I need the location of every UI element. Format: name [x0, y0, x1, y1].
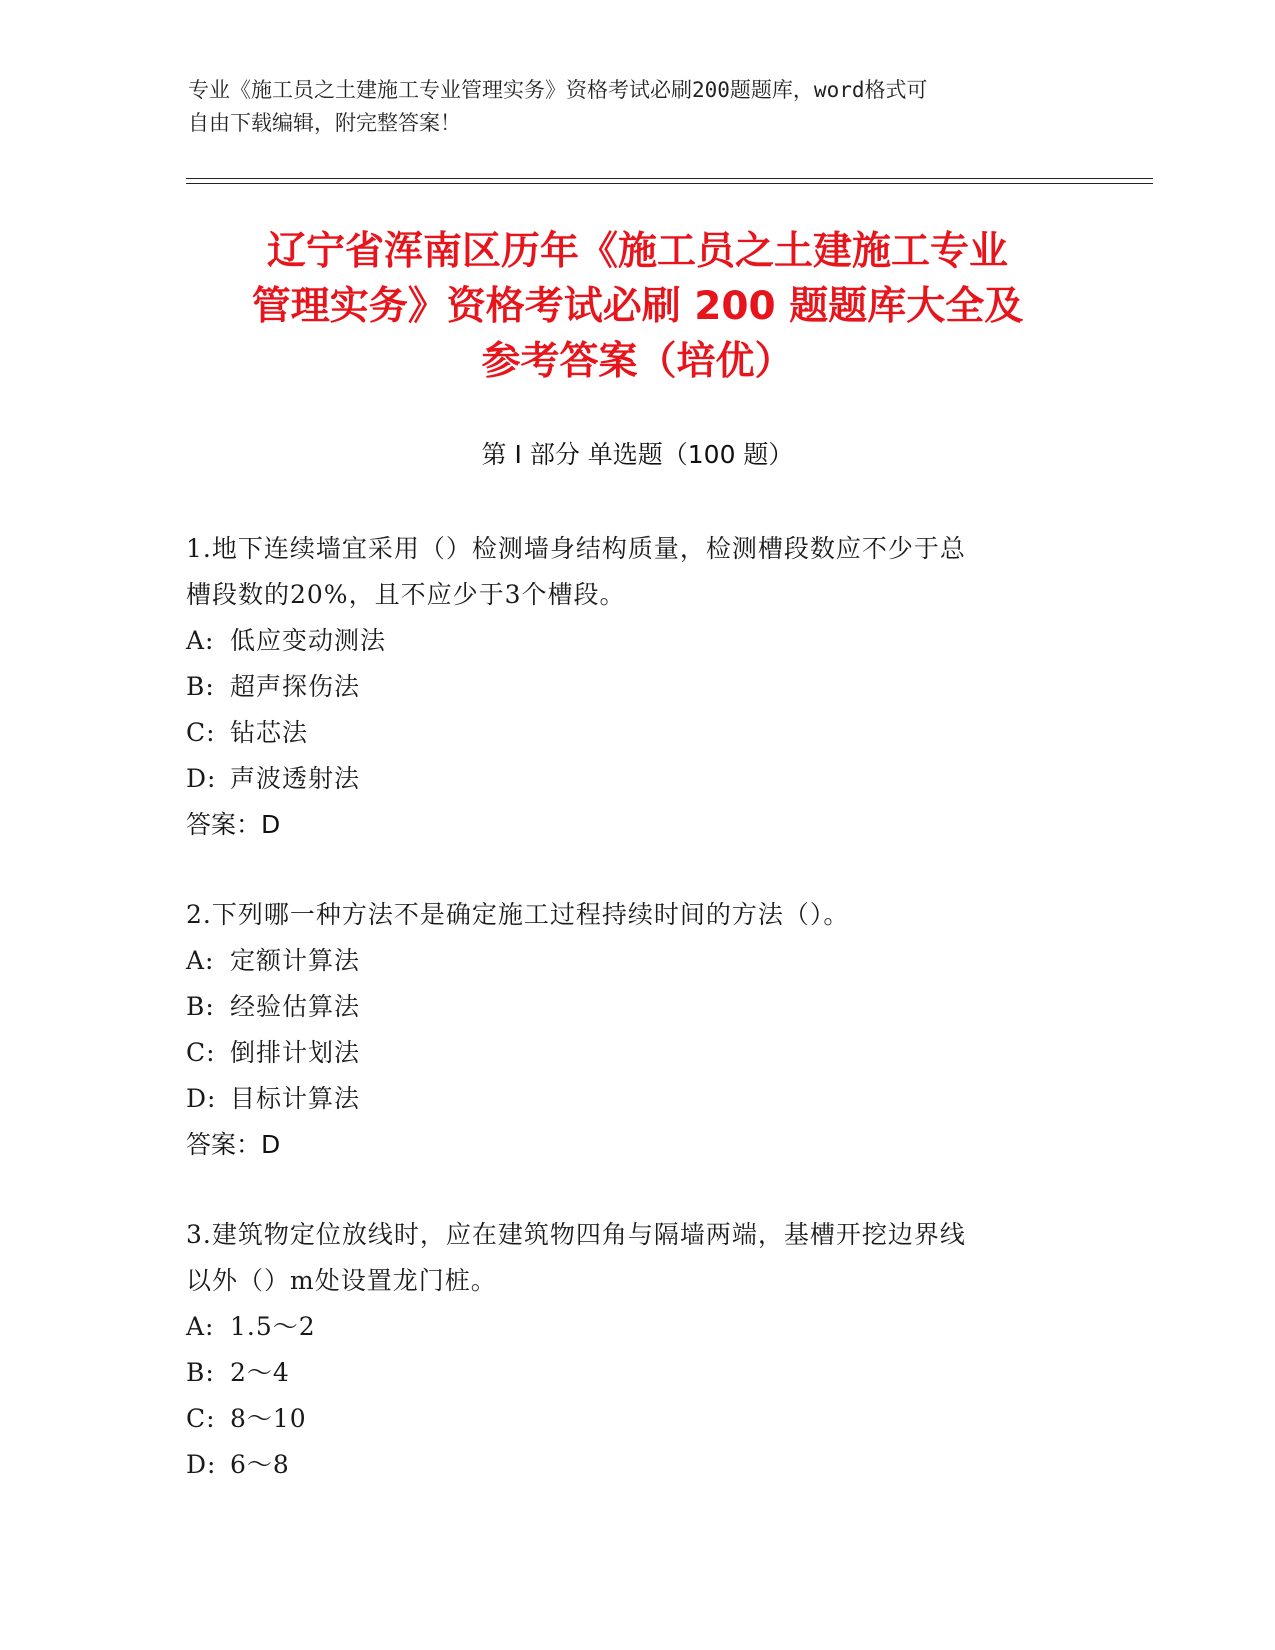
- option-key: C:: [186, 1404, 216, 1433]
- option-text: 8～10: [230, 1404, 307, 1433]
- question-stem-line-1: 3.建筑物定位放线时，应在建筑物四角与隔墙两端，基槽开挖边界线: [186, 1220, 966, 1249]
- option-text: 钻芯法: [230, 718, 309, 747]
- option-text: 声波透射法: [230, 764, 361, 793]
- option-a: [186, 618, 1066, 664]
- document-title-line-3: 参考答案（培优）: [481, 339, 794, 384]
- question-stem-line-1: 2.下列哪一种方法不是确定施工过程持续时间的方法（）。: [186, 900, 850, 929]
- question-stem: [186, 526, 1066, 618]
- option-key: C:: [186, 1038, 216, 1067]
- option-key: D:: [186, 764, 217, 793]
- option-a: [186, 938, 1066, 984]
- question-list: [186, 526, 1066, 1488]
- option-d: [186, 1442, 1066, 1488]
- header-note-line-2: 自由下载编辑，附完整答案！: [188, 111, 461, 135]
- option-key: D:: [186, 1450, 217, 1479]
- question-stem: [186, 892, 1066, 938]
- option-key: D:: [186, 1084, 217, 1113]
- option-key: C:: [186, 718, 216, 747]
- answer: 答案：D: [186, 1130, 281, 1159]
- option-key: A:: [186, 626, 215, 655]
- option-key: B:: [186, 672, 215, 701]
- option-d: [186, 1076, 1066, 1122]
- header-note: [188, 74, 1068, 140]
- option-key: B:: [186, 1358, 215, 1387]
- question-stem-line-1: 1.地下连续墙宜采用（）检测墙身结构质量，检测槽段数应不少于总: [186, 534, 966, 563]
- option-text: 定额计算法: [230, 946, 361, 975]
- option-text: 低应变动测法: [230, 626, 387, 655]
- question-spacer: [186, 1168, 1066, 1212]
- document-title: [160, 224, 1115, 389]
- question-stem-line-2: 槽段数的20%，且不应少于3个槽段。: [186, 580, 626, 609]
- question-3: [186, 1212, 1066, 1488]
- option-text: 2～4: [230, 1358, 290, 1387]
- question-stem-line-2: 以外（）m处设置龙门桩。: [186, 1266, 497, 1295]
- option-a: [186, 1304, 1066, 1350]
- document-title-line-2: 管理实务》资格考试必刷 200 题题库大全及: [251, 284, 1024, 329]
- option-d: [186, 756, 1066, 802]
- question-1: [186, 526, 1066, 848]
- option-key: B:: [186, 992, 215, 1021]
- option-text: 1.5～2: [230, 1312, 316, 1341]
- section-title: 第 I 部分 单选题（100 题）: [481, 440, 794, 469]
- header-divider-bottom: [186, 183, 1153, 184]
- header-note-line-1: 专业《施工员之土建施工专业管理实务》资格考试必刷200题题库，word格式可: [188, 78, 928, 102]
- option-b: [186, 1350, 1066, 1396]
- option-b: [186, 664, 1066, 710]
- option-c: [186, 1396, 1066, 1442]
- answer: 答案：D: [186, 810, 281, 839]
- option-text: 倒排计划法: [230, 1038, 361, 1067]
- option-key: A:: [186, 946, 215, 975]
- option-c: [186, 710, 1066, 756]
- question-spacer: [186, 848, 1066, 892]
- option-key: A:: [186, 1312, 215, 1341]
- question-stem: [186, 1212, 1066, 1304]
- option-text: 经验估算法: [230, 992, 361, 1021]
- option-text: 目标计算法: [230, 1084, 361, 1113]
- option-text: 超声探伤法: [230, 672, 361, 701]
- option-c: [186, 1030, 1066, 1076]
- option-text: 6～8: [230, 1450, 290, 1479]
- question-2: [186, 892, 1066, 1168]
- header-divider-top: [186, 178, 1153, 179]
- option-b: [186, 984, 1066, 1030]
- document-title-line-1: 辽宁省浑南区历年《施工员之土建施工专业: [266, 229, 1008, 274]
